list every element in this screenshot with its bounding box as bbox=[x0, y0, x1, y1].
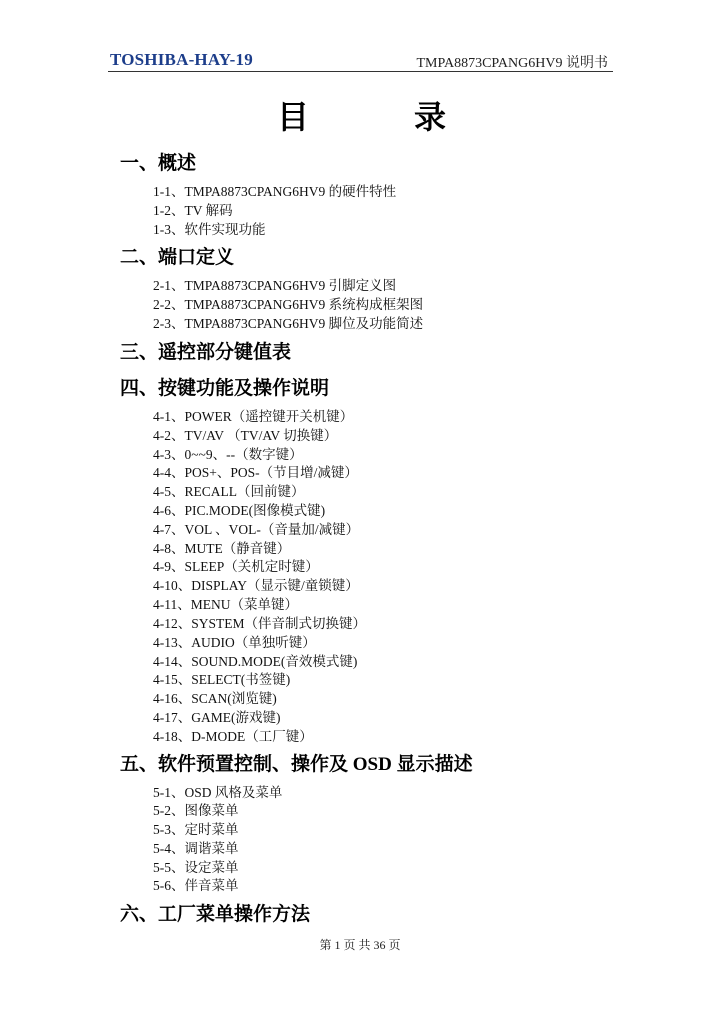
toc-item: 4-11、MENU（菜单键） bbox=[153, 597, 298, 612]
toc-item: 4-8、MUTE（静音键） bbox=[153, 541, 291, 556]
toc-title-char-1: 目 bbox=[277, 99, 310, 135]
header-divider bbox=[108, 71, 613, 72]
toc-item: 2-2、TMPA8873CPANG6HV9 系统构成框架图 bbox=[153, 297, 424, 312]
toc-item: 4-6、PIC.MODE(图像模式键) bbox=[153, 503, 326, 518]
section-heading: 六、工厂菜单操作方法 bbox=[120, 904, 311, 925]
section-heading: 四、按键功能及操作说明 bbox=[120, 378, 330, 399]
toc-item: 5-4、调谐菜单 bbox=[153, 841, 239, 856]
header-brand: TOSHIBA-HAY-19 bbox=[110, 50, 253, 69]
toc-item: 4-7、VOL 、VOL-（音量加/减键） bbox=[153, 522, 360, 537]
section-heading: 五、软件预置控制、操作及 OSD 显示描述 bbox=[120, 754, 473, 775]
toc-item: 4-15、SELECT(书签键) bbox=[153, 672, 291, 687]
toc-item: 4-5、RECALL（回前键） bbox=[153, 484, 305, 499]
toc-item: 4-2、TV/AV （TV/AV 切换键） bbox=[153, 428, 338, 443]
toc-item: 5-5、设定菜单 bbox=[153, 860, 239, 875]
toc-item: 4-4、POS+、POS-（节目增/减键） bbox=[153, 465, 358, 480]
toc-item: 4-12、SYSTEM（伴音制式切换键） bbox=[153, 616, 367, 631]
page-footer: 第 1 页 共 36 页 bbox=[319, 938, 401, 952]
toc-item: 4-9、SLEEP（关机定时键） bbox=[153, 559, 319, 574]
section-heading: 二、端口定义 bbox=[120, 247, 235, 268]
toc-item: 2-3、TMPA8873CPANG6HV9 脚位及功能简述 bbox=[153, 316, 424, 331]
toc-item: 4-17、GAME(游戏键) bbox=[153, 710, 281, 725]
toc-item: 1-1、TMPA8873CPANG6HV9 的硬件特性 bbox=[153, 184, 397, 199]
toc-item: 4-16、SCAN(浏览键) bbox=[153, 691, 277, 706]
toc-item: 5-3、定时菜单 bbox=[153, 822, 239, 837]
section-heading: 三、遥控部分键值表 bbox=[120, 342, 292, 363]
section-heading: 一、概述 bbox=[120, 153, 197, 174]
toc-item: 5-6、伴音菜单 bbox=[153, 878, 239, 893]
toc-item: 4-1、POWER（遥控键开关机键） bbox=[153, 409, 354, 424]
toc-item: 4-13、AUDIO（单独听键） bbox=[153, 635, 316, 650]
toc-item: 4-14、SOUND.MODE(音效模式键) bbox=[153, 654, 358, 669]
header-doc-title: TMPA8873CPANG6HV9 说明书 bbox=[416, 56, 608, 71]
toc-title-char-2: 录 bbox=[414, 99, 447, 135]
toc-item: 1-2、TV 解码 bbox=[153, 203, 233, 218]
toc-item: 4-3、0~~9、--（数字键） bbox=[153, 447, 303, 462]
toc-item: 5-1、OSD 风格及菜单 bbox=[153, 785, 283, 800]
toc-item: 5-2、图像菜单 bbox=[153, 803, 239, 818]
toc-item: 2-1、TMPA8873CPANG6HV9 引脚定义图 bbox=[153, 278, 397, 293]
toc-item: 1-3、软件实现功能 bbox=[153, 222, 266, 237]
toc-item: 4-18、D-MODE（工厂键） bbox=[153, 729, 313, 744]
toc-item: 4-10、DISPLAY（显示键/童锁键） bbox=[153, 578, 359, 593]
